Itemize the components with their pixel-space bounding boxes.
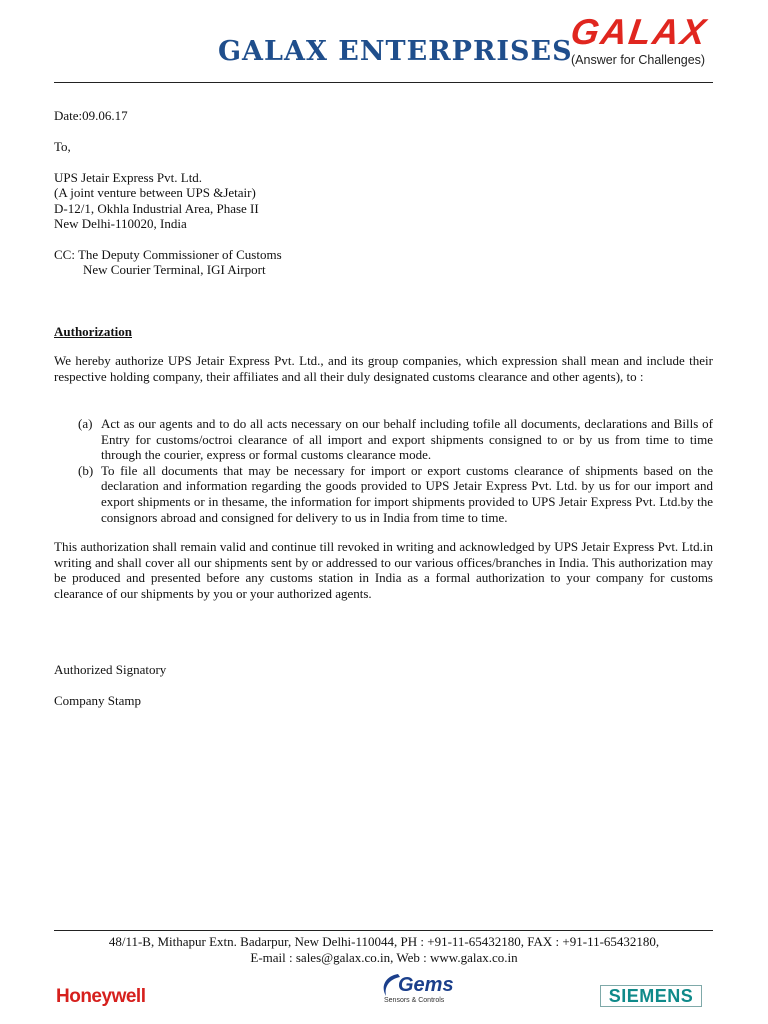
header-divider xyxy=(54,82,713,83)
section-heading: Authorization xyxy=(54,324,132,339)
intro-paragraph: We hereby authorize UPS Jetair Express Pvt. Ltd., and its group companies, which expression shall mean and include their respective holding company, their affiliates and all their duly designated customs clearance and other agents), to : xyxy=(54,353,713,384)
cc-line: CC: The Deputy Commissioner of Customs xyxy=(54,247,282,262)
footer-divider xyxy=(54,930,713,931)
footer-contact: E-mail : sales@galax.co.in, Web : www.galax.co.in xyxy=(250,950,518,965)
footer-address: 48/11-B, Mithapur Extn. Badarpur, New Delhi-110044, PH : +91-11-65432180, FAX : +91-11-65432180, xyxy=(108,934,660,949)
company-name: GALAX ENTERPRISES xyxy=(218,36,573,67)
clause-marker: (b) xyxy=(78,462,94,478)
gems-subtitle: Sensors & Controls xyxy=(384,997,445,1004)
gems-wordmark: Gems xyxy=(398,974,454,996)
clause-item xyxy=(78,416,713,463)
signatory-label: Authorized Signatory xyxy=(54,662,167,677)
recipient-line: (A joint venture between UPS &Jetair) xyxy=(54,185,256,200)
clause-text: To file all documents that may be necessary for import or export customs clearance of shipments based on the declaration and information regarding the goods provided to UPS Jetair Express Pvt. Ltd. by us for our import and export shipments or in thesame, the information for import shipments provided to UPS Jetair Express Pvt. Ltd.by the consignors abroad and consigned for delivery to us in India from time to time. xyxy=(101,462,713,525)
honeywell-logo: Honeywell xyxy=(56,986,146,1007)
cc-line: New Courier Terminal, IGI Airport xyxy=(83,262,266,277)
galax-logo: GALAX xyxy=(568,11,710,52)
clause-item xyxy=(78,463,713,525)
recipient-line: New Delhi-110020, India xyxy=(54,216,187,231)
siemens-logo: SIEMENS xyxy=(600,985,702,1007)
logo-tagline: (Answer for Challenges) xyxy=(571,53,706,67)
clause-marker: (a) xyxy=(78,416,93,431)
stamp-label: Company Stamp xyxy=(54,693,142,708)
clause-list xyxy=(78,416,713,525)
validity-paragraph: This authorization shall remain valid and continue till revoked in writing and acknowledged by UPS Jetair Express Pvt. Ltd.in writing and shall cover all our shipments sent by or addressed to our various offices/branches in India. This authorization may be produced and presented before any customs station in India as a formal authorization to your company for customs clearance of our shipments by you or your authorized agents. xyxy=(54,539,713,601)
gems-logo xyxy=(378,970,458,1010)
recipient-line: D-12/1, Okhla Industrial Area, Phase II xyxy=(54,201,259,216)
salutation: To, xyxy=(54,139,71,154)
letter-date: Date:09.06.17 xyxy=(54,108,128,123)
recipient-line: UPS Jetair Express Pvt. Ltd. xyxy=(54,170,203,185)
clause-text: Act as our agents and to do all acts necessary on our behalf including tofile all documents, declarations and Bills of Entry for customs/octroi clearance of all import and export shipments consigned to or by us from time to time through the courier, express or formal customs clearance mode. xyxy=(101,416,713,463)
